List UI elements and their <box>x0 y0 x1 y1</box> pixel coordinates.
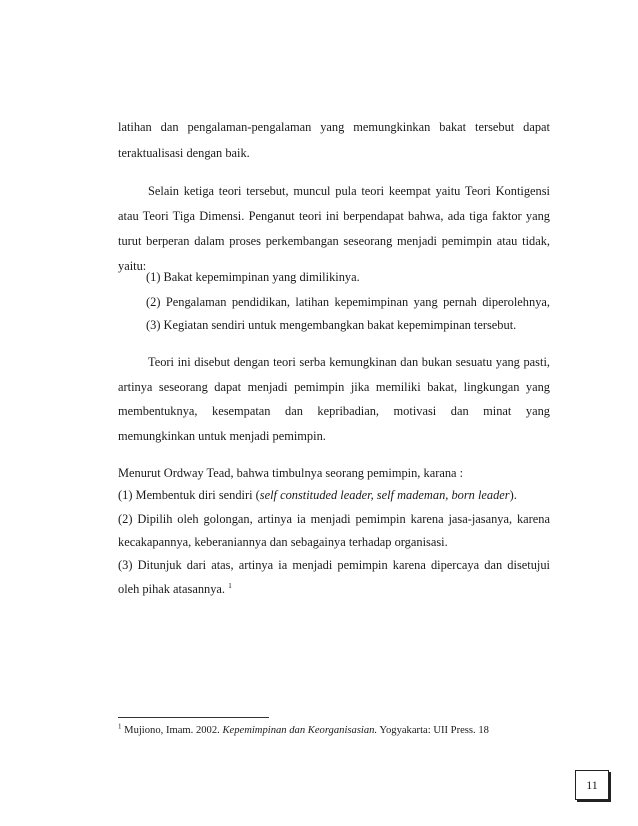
paragraph-1-line-1: latihan dan pengalaman-pengalaman yang memungkinkan bakat tersebut dapat <box>118 120 550 134</box>
footnote-reference: 1 <box>228 580 232 590</box>
factor-item-2: (2) Pengalaman pendidikan, latihan kepemimpinan yang pernah diperolehnya, <box>146 295 550 309</box>
footnote-marker: 1 <box>118 722 122 731</box>
page-number: 11 <box>586 777 598 792</box>
paragraph-2-line-1: Selain ketiga teori tersebut, muncul pula teori keempat yaitu Teori Kontigensi <box>148 184 550 198</box>
footnote <box>118 724 558 738</box>
ordway-item-2-line-1: (2) Dipilih oleh golongan, artinya ia menjadi pemimpin karena jasa-jasanya, karena <box>118 512 550 526</box>
page-number-box <box>575 770 609 800</box>
footnote-book-title: Kepemimpinan dan Keorganisasian. <box>222 725 378 736</box>
ordway-intro: Menurut Ordway Tead, bahwa timbulnya seorang pemimpin, karana : <box>118 466 464 480</box>
footnote-prefix: Mujiono, Imam. 2002. <box>121 725 223 736</box>
ordway-item-3-line-2 <box>118 581 550 597</box>
paragraph-3-line-3: membentuknya, kesempatan dan kepribadian, motivasi dan minat yang <box>118 404 550 418</box>
factor-item-1: (1) Bakat kepemimpinan yang dimilikinya. <box>146 270 360 284</box>
footnote-divider <box>118 717 269 718</box>
paragraph-2-line-2: atau Teori Tiga Dimensi. Penganut teori ini berpendapat bahwa, ada tiga faktor yang <box>118 209 550 223</box>
ordway-item-3-line-1: (3) Ditunjuk dari atas, artinya ia menjadi pemimpin karena dipercaya dan disetujui <box>118 558 550 572</box>
paragraph-2-line-4: yaitu: <box>118 259 147 273</box>
footnote-suffix: Yogyakarta: UII Press. 18 <box>377 725 489 736</box>
paragraph-3-line-1: Teori ini disebut dengan teori serba kemungkinan dan bukan sesuatu yang pasti, <box>148 355 550 369</box>
ordway-item-1 <box>118 487 550 503</box>
ordway-item-1-prefix: (1) Membentuk diri sendiri ( <box>118 488 260 502</box>
factor-item-3: (3) Kegiatan sendiri untuk mengembangkan bakat kepemimpinan tersebut. <box>146 318 517 332</box>
paragraph-2-line-3: turut berperan dalam proses perkembangan seseorang menjadi pemimpin atau tidak, <box>118 234 550 248</box>
paragraph-3-line-2: artinya seseorang dapat menjadi pemimpin jika memiliki bakat, lingkungan yang <box>118 380 550 394</box>
paragraph-1-line-2: teraktualisasi dengan baik. <box>118 146 250 160</box>
ordway-item-2-line-2: kecakapannya, keberaniannya dan sebagainya terhadap organisasi. <box>118 535 448 549</box>
ordway-item-1-suffix: ). <box>509 488 517 502</box>
paragraph-3-line-4: memungkinkan untuk menjadi pemimpin. <box>118 429 326 443</box>
ordway-item-1-italic: self constituded leader, self mademan, born leader <box>259 488 510 502</box>
ordway-item-3-text: oleh pihak atasannya. <box>118 582 226 596</box>
